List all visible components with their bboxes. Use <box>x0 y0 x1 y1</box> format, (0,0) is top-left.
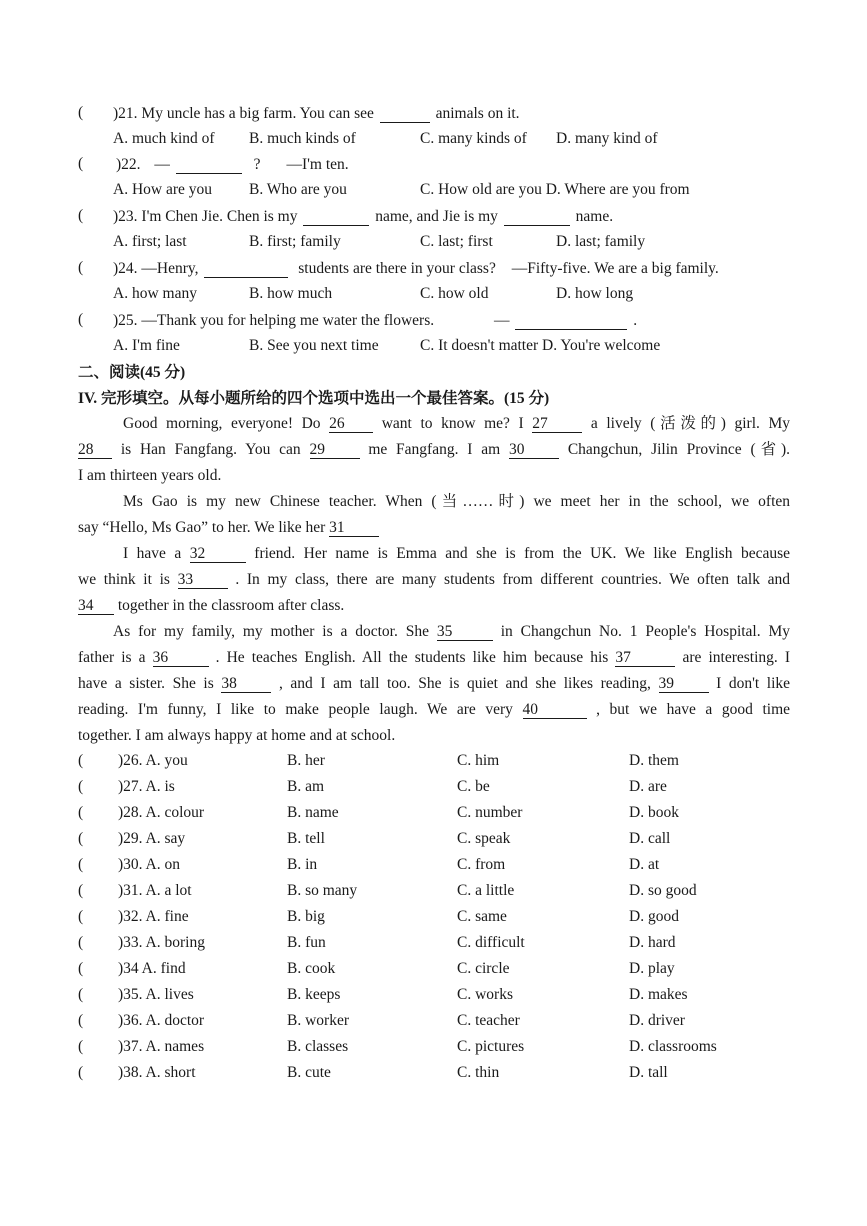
answer-paren: ( <box>78 259 84 276</box>
option-b: B. in <box>287 856 318 873</box>
option-c: C. be <box>457 778 490 795</box>
option-c: C. pictures <box>457 1038 525 1055</box>
answer-paren: ( <box>78 908 84 925</box>
option-b: B. fun <box>287 934 326 951</box>
option-c: C. how old <box>420 285 489 302</box>
question-25 <box>113 311 637 331</box>
option-a: )29. A. say <box>118 830 186 847</box>
option-c: C. same <box>457 908 507 925</box>
option-d: D. them <box>629 752 679 769</box>
option-c: C. circle <box>457 960 510 977</box>
answer-paren: ( <box>78 1038 84 1055</box>
option-c: C. many kinds of <box>420 130 527 147</box>
option-b: B. keeps <box>287 986 341 1003</box>
option-a: )36. A. doctor <box>118 1012 205 1029</box>
answer-paren: ( <box>78 752 84 769</box>
option-a: )31. A. a lot <box>118 882 192 899</box>
option-d: D. are <box>629 778 667 795</box>
passage-line: 28 is Han Fangfang. You can 29 me Fangfang. I am 30 Changchun, Jilin Province (省). <box>78 441 791 458</box>
option-d: D. how long <box>556 285 634 302</box>
answer-paren: ( <box>78 830 84 847</box>
option-b: B. classes <box>287 1038 349 1055</box>
question-text: —Fifty-five. We are a big family. <box>511 260 719 277</box>
answer-paren: ( <box>78 856 84 873</box>
question-text: students are there in your class? <box>298 260 496 277</box>
option-d: D. makes <box>629 986 688 1003</box>
option-a: )30. A. on <box>118 856 180 873</box>
question-text: animals on it. <box>435 105 520 122</box>
option-c: C. last; first <box>420 233 493 250</box>
option-d: D. so good <box>629 882 697 899</box>
answer-blank <box>504 209 570 226</box>
answer-paren: ( <box>78 155 84 172</box>
option-b: B. worker <box>287 1012 349 1029</box>
answer-blank <box>515 313 627 330</box>
cloze-blank-29: 29 <box>310 442 360 459</box>
option-c: C. a little <box>457 882 515 899</box>
answer-paren: ( <box>78 311 84 328</box>
cloze-blank-35: 35 <box>437 624 493 641</box>
option-a: A. how many <box>113 285 197 302</box>
option-d: D. call <box>629 830 671 847</box>
question-text: )24. —Henry, <box>113 260 199 277</box>
option-d: D. classrooms <box>629 1038 717 1055</box>
passage-line: 34 together in the classroom after class. <box>78 597 345 614</box>
answer-blank <box>204 261 288 278</box>
option-b: B. See you next time <box>249 337 379 354</box>
answer-paren: ( <box>78 882 84 899</box>
answer-blank <box>303 209 369 226</box>
option-b: B. big <box>287 908 325 925</box>
question-text: )23. I'm Chen Jie. Chen is my <box>113 208 298 225</box>
question-23 <box>113 207 613 227</box>
option-a: A. first; last <box>113 233 187 250</box>
section-heading-reading: 二、阅读(45 分) <box>78 364 186 381</box>
section-heading-cloze: IV. 完形填空。从每小题所给的四个选项中选出一个最佳答案。(15 分) <box>78 390 550 407</box>
option-c: C. speak <box>457 830 511 847</box>
cloze-blank-39: 39 <box>659 676 709 693</box>
answer-paren: ( <box>78 934 84 951</box>
option-b: B. first; family <box>249 233 341 250</box>
passage-line: Ms Gao is my new Chinese teacher. When (当……时) we meet her in the school, we often <box>123 493 790 510</box>
answer-paren: ( <box>78 804 84 821</box>
cloze-blank-30: 30 <box>509 442 559 459</box>
cloze-blank-34: 34 <box>78 598 114 615</box>
option-c: C. thin <box>457 1064 500 1081</box>
option-a: A. much kind of <box>113 130 215 147</box>
answer-blank <box>380 106 430 123</box>
question-text: )22. <box>116 156 141 173</box>
option-c: C. him <box>457 752 500 769</box>
option-c: C. difficult <box>457 934 525 951</box>
option-a: )38. A. short <box>118 1064 196 1081</box>
passage-line: reading. I'm funny, I like to make people laugh. We are very 40 , but we have a good time <box>78 701 791 718</box>
option-b: B. am <box>287 778 325 795</box>
question-text: — <box>493 312 510 329</box>
cloze-blank-33: 33 <box>178 572 228 589</box>
cloze-blank-38: 38 <box>221 676 271 693</box>
passage-line: say “Hello, Ms Gao” to her. We like her 31 <box>78 515 790 541</box>
answer-paren: ( <box>78 104 84 121</box>
passage-line: Good morning, everyone! Do 26 want to know me? I 27 a lively (活泼的) girl. My <box>123 415 791 432</box>
question-text: name. <box>575 208 614 225</box>
question-text: )25. —Thank you for helping me water the flowers. <box>113 312 435 329</box>
option-b: B. how much <box>249 285 333 302</box>
passage-line: together. I am always happy at home and at school. <box>78 727 396 744</box>
question-21 <box>113 104 520 124</box>
option-b: B. tell <box>287 830 325 847</box>
option-b: B. much kinds of <box>249 130 356 147</box>
cloze-blank-37: 37 <box>615 650 675 667</box>
answer-paren: ( <box>78 207 84 224</box>
option-d: D. book <box>629 804 679 821</box>
option-d: D. good <box>629 908 679 925</box>
option-d: D. last; family <box>556 233 646 250</box>
cloze-blank-26: 26 <box>329 416 373 433</box>
question-text: ? <box>253 156 261 173</box>
option-b: B. cute <box>287 1064 331 1081</box>
option-cd: C. It doesn't matter D. You're welcome <box>420 337 661 354</box>
answer-paren: ( <box>78 1012 84 1029</box>
cloze-blank-28: 28 <box>78 442 112 459</box>
option-a: )27. A. is <box>118 778 175 795</box>
option-a: )37. A. names <box>118 1038 205 1055</box>
option-b: B. cook <box>287 960 336 977</box>
answer-paren: ( <box>78 986 84 1003</box>
cloze-blank-32: 32 <box>190 546 246 563</box>
passage-line: I have a 32 friend. Her name is Emma and she is from the UK. We like English because <box>123 545 791 562</box>
option-a: )35. A. lives <box>118 986 194 1003</box>
option-c: C. from <box>457 856 506 873</box>
question-22 <box>116 155 349 175</box>
passage-line: have a sister. She is 38 , and I am tall too. She is quiet and she likes reading, 39 I don't like <box>78 675 790 692</box>
question-24 <box>113 259 719 279</box>
option-a: )34 A. find <box>118 960 186 977</box>
passage-line: I am thirteen years old. <box>78 467 222 484</box>
option-b: B. her <box>287 752 325 769</box>
option-b: B. name <box>287 804 339 821</box>
cloze-blank-40: 40 <box>523 702 587 719</box>
option-a: )28. A. colour <box>118 804 205 821</box>
question-text: )21. My uncle has a big farm. You can see <box>113 105 374 122</box>
question-text: — <box>154 156 170 173</box>
option-d: D. many kind of <box>556 130 658 147</box>
option-cd: C. How old are you D. Where are you from <box>420 181 690 198</box>
option-b: B. Who are you <box>249 181 347 198</box>
passage-line: we think it is 33 . In my class, there are many students from different countries. We often talk and <box>78 571 791 588</box>
cloze-blank-36: 36 <box>153 650 209 667</box>
cloze-passage <box>78 411 790 749</box>
option-a: )32. A. fine <box>118 908 189 925</box>
answer-paren: ( <box>78 960 84 977</box>
option-a: A. How are you <box>113 181 213 198</box>
answer-paren: ( <box>78 778 84 795</box>
option-c: C. works <box>457 986 513 1003</box>
question-text: . <box>633 312 638 329</box>
answer-blank <box>176 157 242 174</box>
option-a: )26. A. you <box>118 752 188 769</box>
cloze-blank-27: 27 <box>532 416 582 433</box>
option-a: A. I'm fine <box>113 337 180 354</box>
option-c: C. teacher <box>457 1012 520 1029</box>
option-b: B. so many <box>287 882 358 899</box>
option-d: D. at <box>629 856 660 873</box>
option-d: D. play <box>629 960 675 977</box>
option-d: D. hard <box>629 934 676 951</box>
question-text: —I'm ten. <box>286 156 349 173</box>
question-text: name, and Jie is my <box>375 208 498 225</box>
option-c: C. number <box>457 804 523 821</box>
option-d: D. driver <box>629 1012 685 1029</box>
cloze-blank-31: 31 <box>329 520 379 537</box>
passage-line: As for my family, my mother is a doctor. She 35 in Changchun No. 1 People's Hospital. My <box>113 623 791 640</box>
option-d: D. tall <box>629 1064 668 1081</box>
option-a: )33. A. boring <box>118 934 205 951</box>
answer-paren: ( <box>78 1064 84 1081</box>
passage-line: father is a 36 . He teaches English. All the students like him because his 37 are interesting. I <box>78 649 791 666</box>
